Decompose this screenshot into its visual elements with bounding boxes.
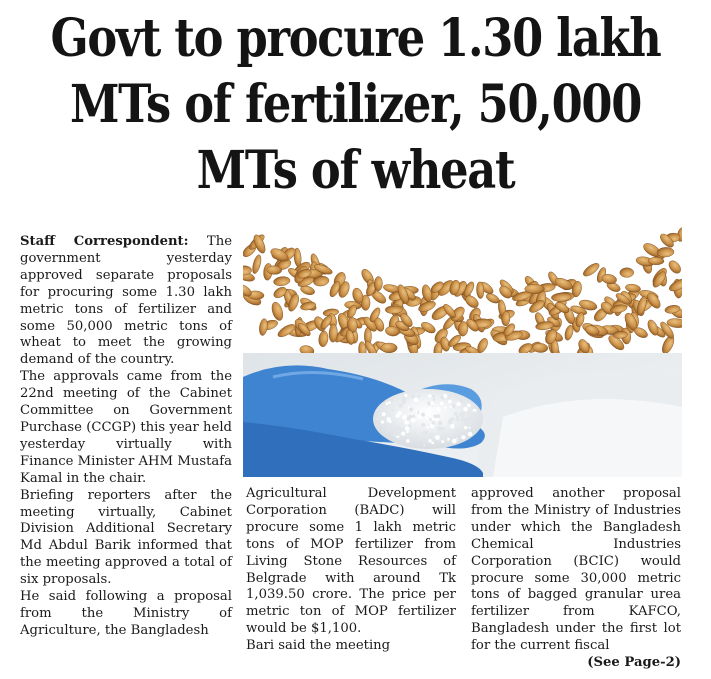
fertilizer-pellet <box>428 394 431 397</box>
fertilizer-pellet <box>376 417 379 420</box>
fertilizer-pellet <box>427 413 430 416</box>
fertilizer-pellet <box>456 439 459 442</box>
fertilizer-pellet <box>461 412 465 416</box>
fertilizer-pellet <box>469 412 472 415</box>
article-column-3 <box>471 486 681 672</box>
fertilizer-pellet <box>417 395 420 398</box>
fertilizer-pellet <box>468 432 473 437</box>
fertilizer-pellet <box>385 429 389 433</box>
fertilizer-pellet <box>438 439 441 442</box>
fertilizer-pellet <box>470 415 474 419</box>
headline <box>50 6 661 204</box>
fertilizer-pellet <box>449 419 453 423</box>
fertilizer-pellet <box>432 417 435 420</box>
fertilizer-pellet <box>401 400 406 405</box>
fertilizer-pellet <box>448 400 452 404</box>
fertilizer-pellet <box>463 407 467 411</box>
fertilizer-pellet <box>427 408 430 411</box>
fertilizer-pellet <box>396 426 399 429</box>
fertilizer-pellet <box>429 436 432 439</box>
fertilizer-pellet <box>441 440 444 443</box>
fertilizer-pellet <box>433 398 436 401</box>
paragraph-text: The government yesterday approved separate proposals for procuring some 1.30 lakh metric tons of fertilizer and some 50,000 metric tons of wheat to meet the growing demand of the country. <box>20 234 232 368</box>
paragraph: The approvals came from the 22nd meeting of the Cabinet Committee on Government Purchase (CCGP) this year held yesterday virtually with Finance Minister AHM Mustafa Kamal in the chair. <box>20 369 232 486</box>
fertilizer-pellet <box>404 394 407 397</box>
fertilizer-pellet <box>450 424 454 428</box>
wheat-grain <box>381 343 397 353</box>
fertilizer-pellet <box>447 438 450 441</box>
fertilizer-pellet <box>392 409 394 411</box>
fertilizer-pellet <box>452 439 457 444</box>
fertilizer-pellet <box>414 398 418 402</box>
wheat-grain <box>620 268 634 278</box>
fertilizer-pellet <box>454 412 457 415</box>
fertilizer-pellet <box>414 435 418 439</box>
fertilizer-pellet <box>428 439 431 442</box>
fertilizer-pellet <box>406 439 410 443</box>
paragraph: Briefing reporters after the meeting virtually, Cabinet Division Additional Secretary Md Abdul Barik informed that the meeting approved a total of six proposals. <box>20 487 232 588</box>
byline: Staff Correspondent: <box>20 234 189 249</box>
fertilizer-pellet <box>456 429 461 434</box>
fertilizer-pellet <box>430 433 433 436</box>
paragraph: Bari said the meeting <box>246 638 391 654</box>
fertilizer-pellet <box>418 415 422 419</box>
fertilizer-pellet <box>396 413 400 417</box>
paragraph: He said following a proposal from the Ministry of Agriculture, the Bangladesh <box>20 589 232 638</box>
paragraph-text: approved another proposal from the Ministry of Industries under which the Bangladesh Chemical Industries Corporation (BCIC) would procure some 30,000 metric tons of bagged granular urea fertilizer from KAFCO, Bangladesh under the first lot for the current fiscal <box>471 486 681 654</box>
fertilizer-pellet <box>461 435 465 439</box>
fertilizer-pellet <box>423 431 428 436</box>
fertilizer-pellet <box>452 404 456 408</box>
fertilizer-pellet <box>436 407 441 412</box>
fertilizer-pellet <box>456 402 460 406</box>
headline-line-2: MTs of fertilizer, 50,000 <box>69 74 642 135</box>
fertilizer-pellet <box>384 418 387 421</box>
fertilizer-pellet <box>431 442 434 445</box>
fertilizer-pellet <box>466 418 470 422</box>
fertilizer-pellet <box>423 444 426 447</box>
article-column-2 <box>246 486 456 655</box>
fertilizer-pellet <box>467 404 471 408</box>
fertilizer-pellet <box>464 426 467 429</box>
fertilizer-pellet <box>440 395 444 399</box>
fertilizer-pellet <box>432 395 435 398</box>
fertilizer-pellet <box>432 421 436 425</box>
fertilizer-pellet <box>402 415 407 420</box>
fertilizer-pellet <box>438 421 443 426</box>
fertilizer-pellet <box>455 417 459 421</box>
fertilizer-pellet <box>381 421 384 424</box>
fertilizer-pellet <box>423 440 426 443</box>
fertilizer-pellet <box>429 403 431 405</box>
fertilizer-pellet <box>399 427 402 430</box>
fertilizer-pellet <box>421 423 425 427</box>
paragraph: Agricultural Development Corporation (BADC) will procure some 1 lakh metric tons of MOP fertilizer from Living Stone Resources of Belgrade with around Tk 1,039.50 crore. The price per metric ton of MOP fertilizer would be $1,100. <box>246 486 456 637</box>
fertilizer-pellet <box>406 433 411 438</box>
headline-line-1: Govt to procure 1.30 lakh <box>50 8 661 69</box>
fertilizer-pellet <box>467 422 472 427</box>
fertilizer-pellet <box>395 432 400 437</box>
headline-line-3: MTs of wheat <box>196 140 515 201</box>
fertilizer-pellet <box>425 417 428 420</box>
wheat-grain <box>385 306 403 314</box>
fertilizer-pellet <box>406 431 409 434</box>
fertilizer-pellet <box>463 421 467 425</box>
fertilizer-pellet <box>426 426 429 429</box>
fertilizer-pellet <box>435 435 440 440</box>
fertilizer-pellet <box>443 438 446 441</box>
fertilizer-pellet <box>460 418 464 422</box>
fertilizer-pellet <box>401 432 405 436</box>
fertilizer-pellet <box>433 414 436 417</box>
fertilizer-pellet <box>436 414 440 418</box>
fertilizer-pellet <box>389 420 392 423</box>
fertilizer-pellet <box>409 407 413 411</box>
photo-illustration <box>243 227 682 477</box>
fertilizer-pellet <box>410 434 413 437</box>
fertilizer-pellet <box>404 420 409 425</box>
fertilizer-pellet <box>405 426 410 431</box>
fertilizer-pellet <box>386 402 389 405</box>
fertilizer-pellet <box>421 412 425 416</box>
paragraph <box>471 486 681 671</box>
paragraph <box>20 234 232 369</box>
fertilizer-pellet <box>398 403 402 407</box>
fertilizer-pellet <box>393 435 396 438</box>
fertilizer-pellet <box>444 433 447 436</box>
wheat-grain <box>525 284 545 294</box>
fertilizer-pellet <box>473 411 476 414</box>
fertilizer-pellet <box>437 426 442 431</box>
fertilizer-pellet <box>444 406 447 409</box>
fertilizer-pellet <box>382 412 386 416</box>
article-photo <box>243 227 682 477</box>
wheat-grain <box>648 257 664 265</box>
fertilizer-pellet <box>389 398 394 403</box>
see-page-link[interactable]: (See Page-2) <box>587 655 681 671</box>
fertilizer-pellet <box>448 395 451 398</box>
fertilizer-pellet <box>440 402 444 406</box>
article-column-1 <box>20 234 232 640</box>
